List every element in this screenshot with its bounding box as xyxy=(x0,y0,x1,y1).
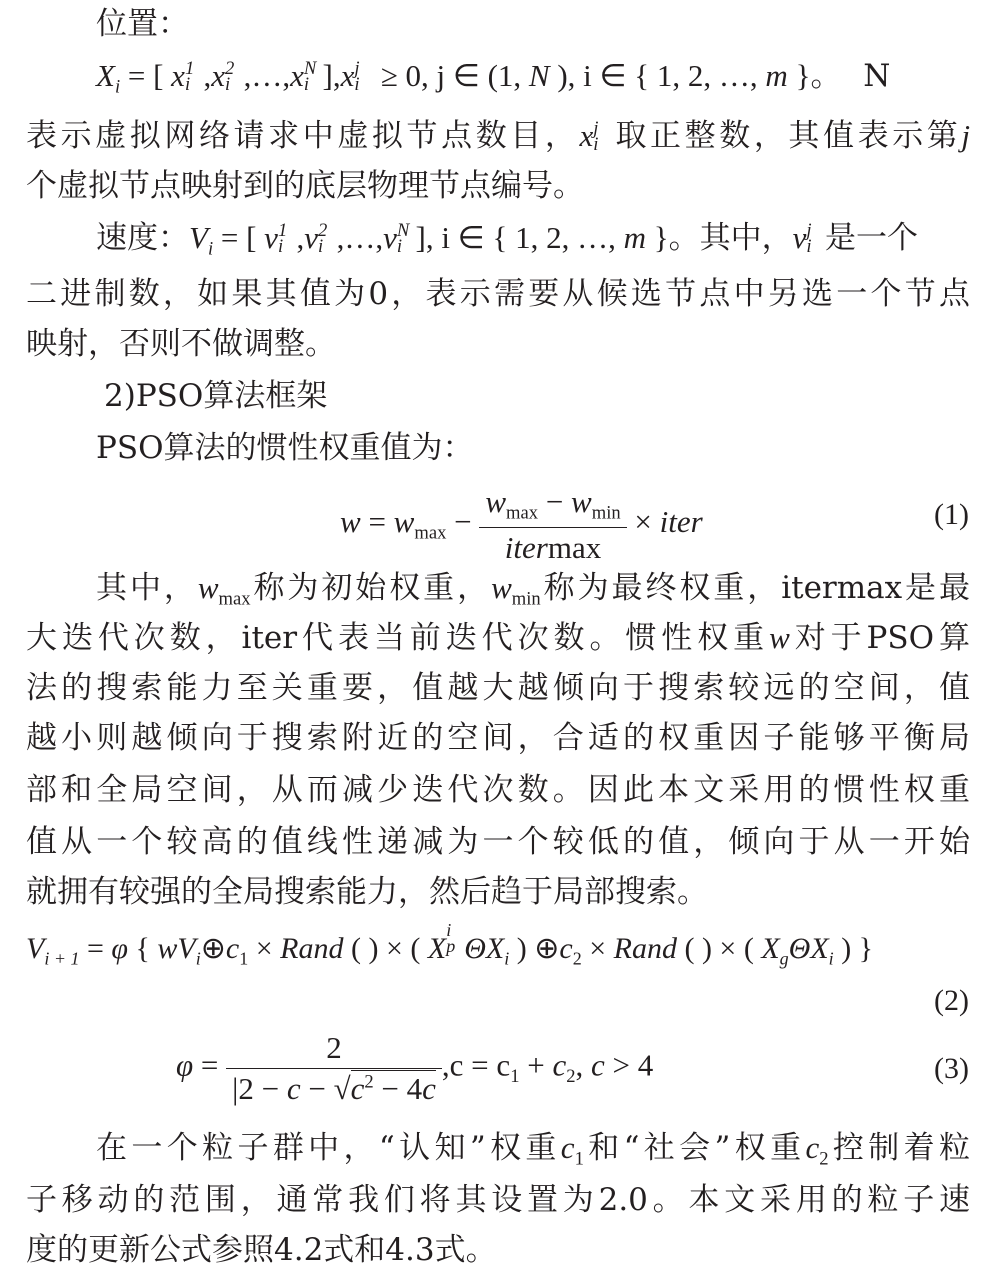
position-heading xyxy=(96,2,981,46)
text-segment: 个虚拟节点映射到的底层物理节点编号。 xyxy=(26,168,584,204)
formula-tail: 。 N xyxy=(810,58,897,94)
eq-var: iter xyxy=(659,503,703,539)
text-segment: 越小则越倾向于搜索附近的空间，合适的权重因子能够平衡局 xyxy=(26,720,970,756)
text-line-19 xyxy=(26,1228,970,1272)
eq-var: w xyxy=(393,503,415,539)
section-heading-pso xyxy=(104,374,981,418)
text-line-18 xyxy=(26,1178,970,1222)
text-segment: 部和全局空间，从而减少迭代次数。因此本文采用的惯性权重 xyxy=(26,772,970,808)
text-segment: 。其中， xyxy=(668,220,793,256)
text-line-3: 表示虚拟网络请求中虚拟节点数目，x j i 取正整数，其值表示第j xyxy=(26,117,971,156)
text-segment: 称为初始权重， xyxy=(250,570,492,606)
text-segment: 控制着粒 xyxy=(828,1130,970,1166)
fraction: $\frac{2}{|2 - c - √c^2 - 4c}$ xyxy=(226,1030,442,1107)
text-line-15 xyxy=(26,820,970,864)
text-line-10: 其中，$w_{max}$称为初始权重，$w_{min}$称为最终权重，itermax是最 xyxy=(96,570,970,610)
eq-sub: max xyxy=(414,522,447,544)
equation-number-2: (2) xyxy=(934,984,969,1017)
text-line-14 xyxy=(26,768,970,812)
text-line-12 xyxy=(26,666,970,710)
text-segment: 值从一个较高的值线性递减为一个较低的值，倾向于从一开始 xyxy=(26,824,970,860)
text-segment: 法的搜索能力至关重要，值越大越倾向于搜索较远的空间，值 xyxy=(26,670,970,706)
text-line-17: 在一个粒子群中，“认知”权重$c_1$和“社会”权重$c_2$控制着粒 xyxy=(96,1130,970,1170)
position-label: 位置： xyxy=(96,6,189,42)
text-segment: 就拥有较强的全局搜索能力，然后趋于局部搜索。 xyxy=(26,874,708,910)
text-line-4 xyxy=(26,164,970,208)
text-segment: 取正整数，其值表示第 xyxy=(611,118,962,154)
var-j: j xyxy=(961,118,971,153)
position-formula: $X_i$ = [ x 1 i ,x 2 i ,…,x N i ],x j i ≥ 0, j ∈ (1, N ), i ∈ { 1, 2, …, m }。 N xyxy=(96,57,897,98)
text-segment: 在一个粒子群中，“认知”权重 xyxy=(96,1130,561,1166)
text-segment: 二进制数，如果其值为0，表示需要从候选节点中另选一个节点 xyxy=(26,276,970,312)
text-segment: 是一个 xyxy=(824,220,918,256)
fraction: $\frac{w_{max} - w_{min}}{\text{itermax}}$ xyxy=(479,484,626,566)
eq-condition: ,c = c xyxy=(441,1047,511,1083)
text-segment: 子移动的范围，通常我们将其设置为2.0。本文采用的粒子速 xyxy=(26,1182,970,1218)
equation-number-1: (1) xyxy=(934,498,969,531)
velocity-line: 速度：$V_i$ = [ v 1 i ,v 2 i ,…,v N i ], i ∈ { 1, 2, …, m }。其中，v j i 是一个 xyxy=(96,219,918,260)
text-segment: 表示虚拟网络请求中虚拟节点数目， xyxy=(26,118,580,154)
text-line-16 xyxy=(26,870,970,914)
eq-var: iter xyxy=(504,529,548,565)
text-line-7 xyxy=(26,322,970,366)
equation-number-3: (3) xyxy=(934,1052,969,1085)
equation-3: φ = $\frac{2}{|2 - c - √c^2 - 4c}$ $,c = c_1 + c_2$, c > 4 xyxy=(176,1030,654,1106)
text-segment: 对于PSO算 xyxy=(789,620,970,656)
text-segment: 映射，否则不做调整。 xyxy=(26,326,336,362)
heading-text: 2)PSO算法框架 xyxy=(104,378,328,414)
text-segment: 其中， xyxy=(96,570,198,606)
text-segment: 大迭代次数，iter代表当前迭代次数。惯性权重 xyxy=(26,620,770,656)
text-segment: PSO算法的惯性权重值为： xyxy=(96,430,474,466)
eq-var: w xyxy=(340,503,361,539)
text-line-9 xyxy=(96,426,981,470)
text-segment: 度的更新公式参照4.2式和4.3式。 xyxy=(26,1232,497,1268)
text-line-11: 大迭代次数，iter代表当前迭代次数。惯性权重w对于PSO算 xyxy=(26,620,970,656)
text-line-13 xyxy=(26,716,970,760)
velocity-label: 速度： xyxy=(96,220,189,256)
eq-numerator: 2 xyxy=(326,1030,342,1065)
text-line-6 xyxy=(26,272,970,316)
text-segment: 和“社会”权重 xyxy=(583,1130,806,1166)
text-segment: 称为最终权重，itermax是最 xyxy=(540,570,970,606)
equation-1: $w = w_{max}$ − $\frac{w_{max} - w_{min}}{\text{itermax}}$ × iter xyxy=(340,484,703,565)
equation-2: $V_{i + 1} = \varphi$ { $wV_i\oplus c_1$ × Rand ( ) × ( X i p $\Theta X_i$ ) $\oplus c_2$ × Rand ( ) × ( $X_g\Theta X_i$ ) } xyxy=(26,919,874,969)
eq-var: max xyxy=(547,529,602,565)
